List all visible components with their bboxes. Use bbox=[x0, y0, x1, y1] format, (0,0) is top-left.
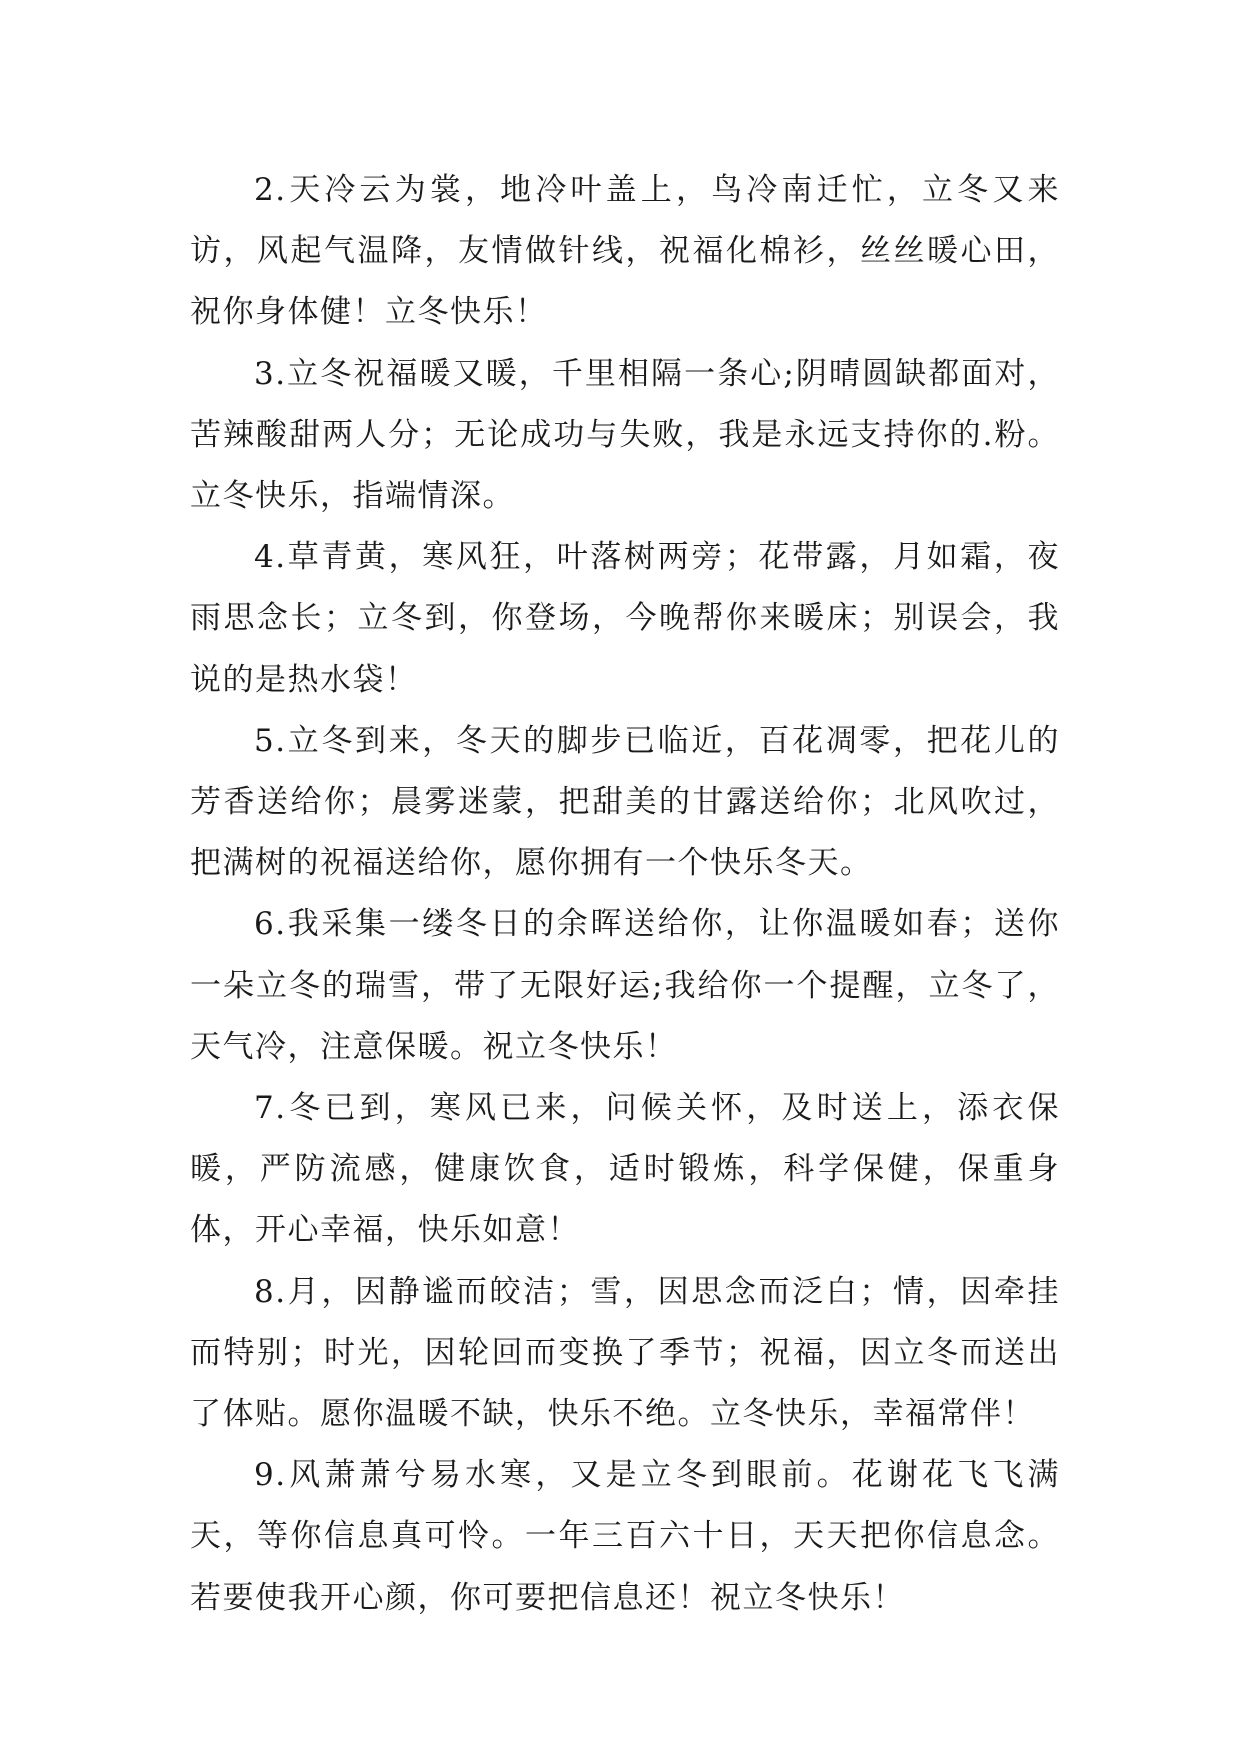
paragraph-7: 7.冬已到，寒风已来，问候关怀，及时送上，添衣保暖，严防流感，健康饮食，适时锻炼，科学保健，保重身体，开心幸福，快乐如意！ bbox=[190, 1090, 1060, 1249]
paragraph-5: 5.立冬到来，冬天的脚步已临近，百花凋零，把花儿的芳香送给你；晨雾迷蒙，把甜美的甘露送给你；北风吹过，把满树的祝福送给你，愿你拥有一个快乐冬天。 bbox=[190, 722, 1060, 882]
paragraph-9: 9.风萧萧兮易水寒，又是立冬到眼前。花谢花飞飞满天，等你信息真可怜。一年三百六十日，天天把你信息念。若要使我开心颜，你可要把信息还！祝立冬快乐！ bbox=[190, 1457, 1060, 1616]
document-body bbox=[190, 160, 1060, 1629]
paragraph-8: 8.月，因静谧而皎洁；雪，因思念而泛白；情，因牵挂而特别；时光，因轮回而变换了季节；祝福，因立冬而送出了体贴。愿你温暖不缺，快乐不绝。立冬快乐，幸福常伴！ bbox=[190, 1273, 1060, 1433]
paragraph-2: 2.天冷云为裳，地冷叶盖上，鸟冷南迁忙，立冬又来访，风起气温降，友情做针线，祝福化棉衫，丝丝暖心田，祝你身体健！立冬快乐！ bbox=[190, 172, 1060, 331]
paragraph-4: 4.草青黄，寒风狂，叶落树两旁；花带露，月如霜，夜雨思念长；立冬到，你登场，今晚帮你来暖床；别误会，我说的是热水袋！ bbox=[190, 539, 1060, 698]
paragraph-3: 3.立冬祝福暖又暖，千里相隔一条心;阴晴圆缺都面对，苦辣酸甜两人分；无论成功与失败，我是永远支持你的.粉。立冬快乐，指端情深。 bbox=[190, 355, 1060, 515]
paragraph-6: 6.我采集一缕冬日的余晖送给你，让你温暖如春；送你一朵立冬的瑞雪，带了无限好运;我给你一个提醒，立冬了，天气冷，注意保暖。祝立冬快乐！ bbox=[190, 906, 1060, 1065]
